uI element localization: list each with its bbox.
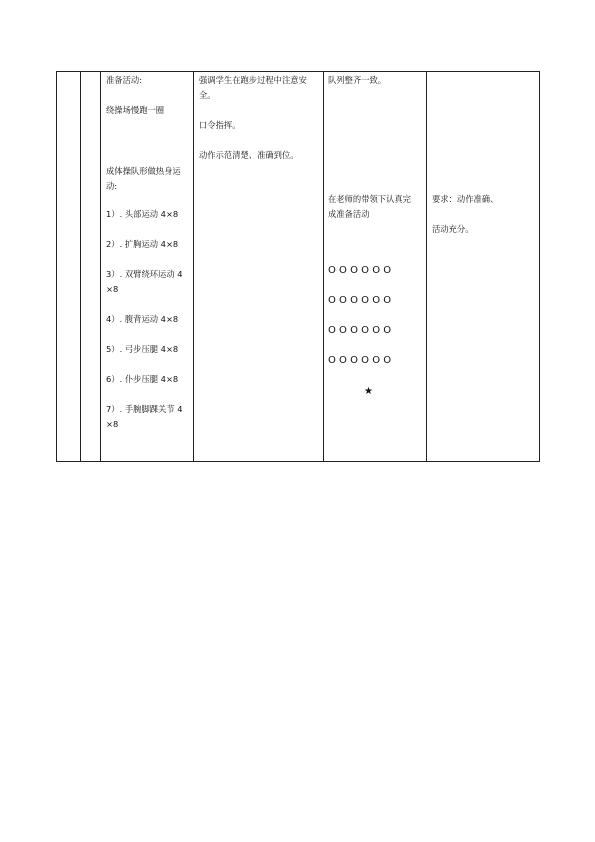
teacher-star-icon: ★ [364, 386, 373, 397]
requirement-note: 要求：动作准确、 [432, 194, 499, 204]
column-divider-5 [426, 72, 427, 461]
formation-row: O O O O O O [328, 325, 392, 336]
exercise-item: 7）. 手腕脚踝关节 4 [106, 404, 183, 414]
exercise-item: 6）. 仆步压腿 4×8 [106, 374, 179, 384]
formation-row: O O O O O O [328, 265, 392, 276]
safety-note-line2: 全。 [199, 90, 216, 100]
formation-row: O O O O O O [328, 355, 392, 366]
exercise-item-cont: ×8 [106, 419, 119, 429]
exercise-item: 4）. 腹背运动 4×8 [106, 314, 179, 324]
command-note: 口令指挥。 [199, 120, 241, 130]
jog-text: 绕操场慢跑一圈 [106, 105, 165, 115]
exercise-item: 3）. 双臂绕环运动 4 [106, 269, 183, 279]
column-divider-2 [100, 72, 101, 461]
exercise-item: 1）. 头部运动 4×8 [106, 209, 179, 219]
demo-note: 动作示范清楚、准确到位。 [199, 150, 299, 160]
warmup-heading: 准备活动: [106, 75, 142, 85]
follow-note-line1: 在老师的带领下认真完 [328, 194, 411, 204]
follow-note-line2: 成准备活动 [328, 209, 370, 219]
exercise-item-cont: ×8 [106, 284, 119, 294]
safety-note-line1: 强调学生在跑步过程中注意安 [199, 75, 307, 85]
formation-row: O O O O O O [328, 295, 392, 306]
column-divider-3 [193, 72, 194, 461]
warmup-intro-line1: 成体操队形做热身运 [106, 166, 181, 176]
exercise-item: 5）. 弓步压腿 4×8 [106, 344, 179, 354]
column-divider-4 [323, 72, 324, 461]
warmup-intro-line2: 动: [106, 181, 118, 191]
activity-note: 活动充分。 [432, 224, 474, 234]
exercise-item: 2）. 扩胸运动 4×8 [106, 239, 179, 249]
alignment-note: 队列整齐一致。 [328, 75, 387, 85]
column-divider-1 [80, 72, 81, 461]
